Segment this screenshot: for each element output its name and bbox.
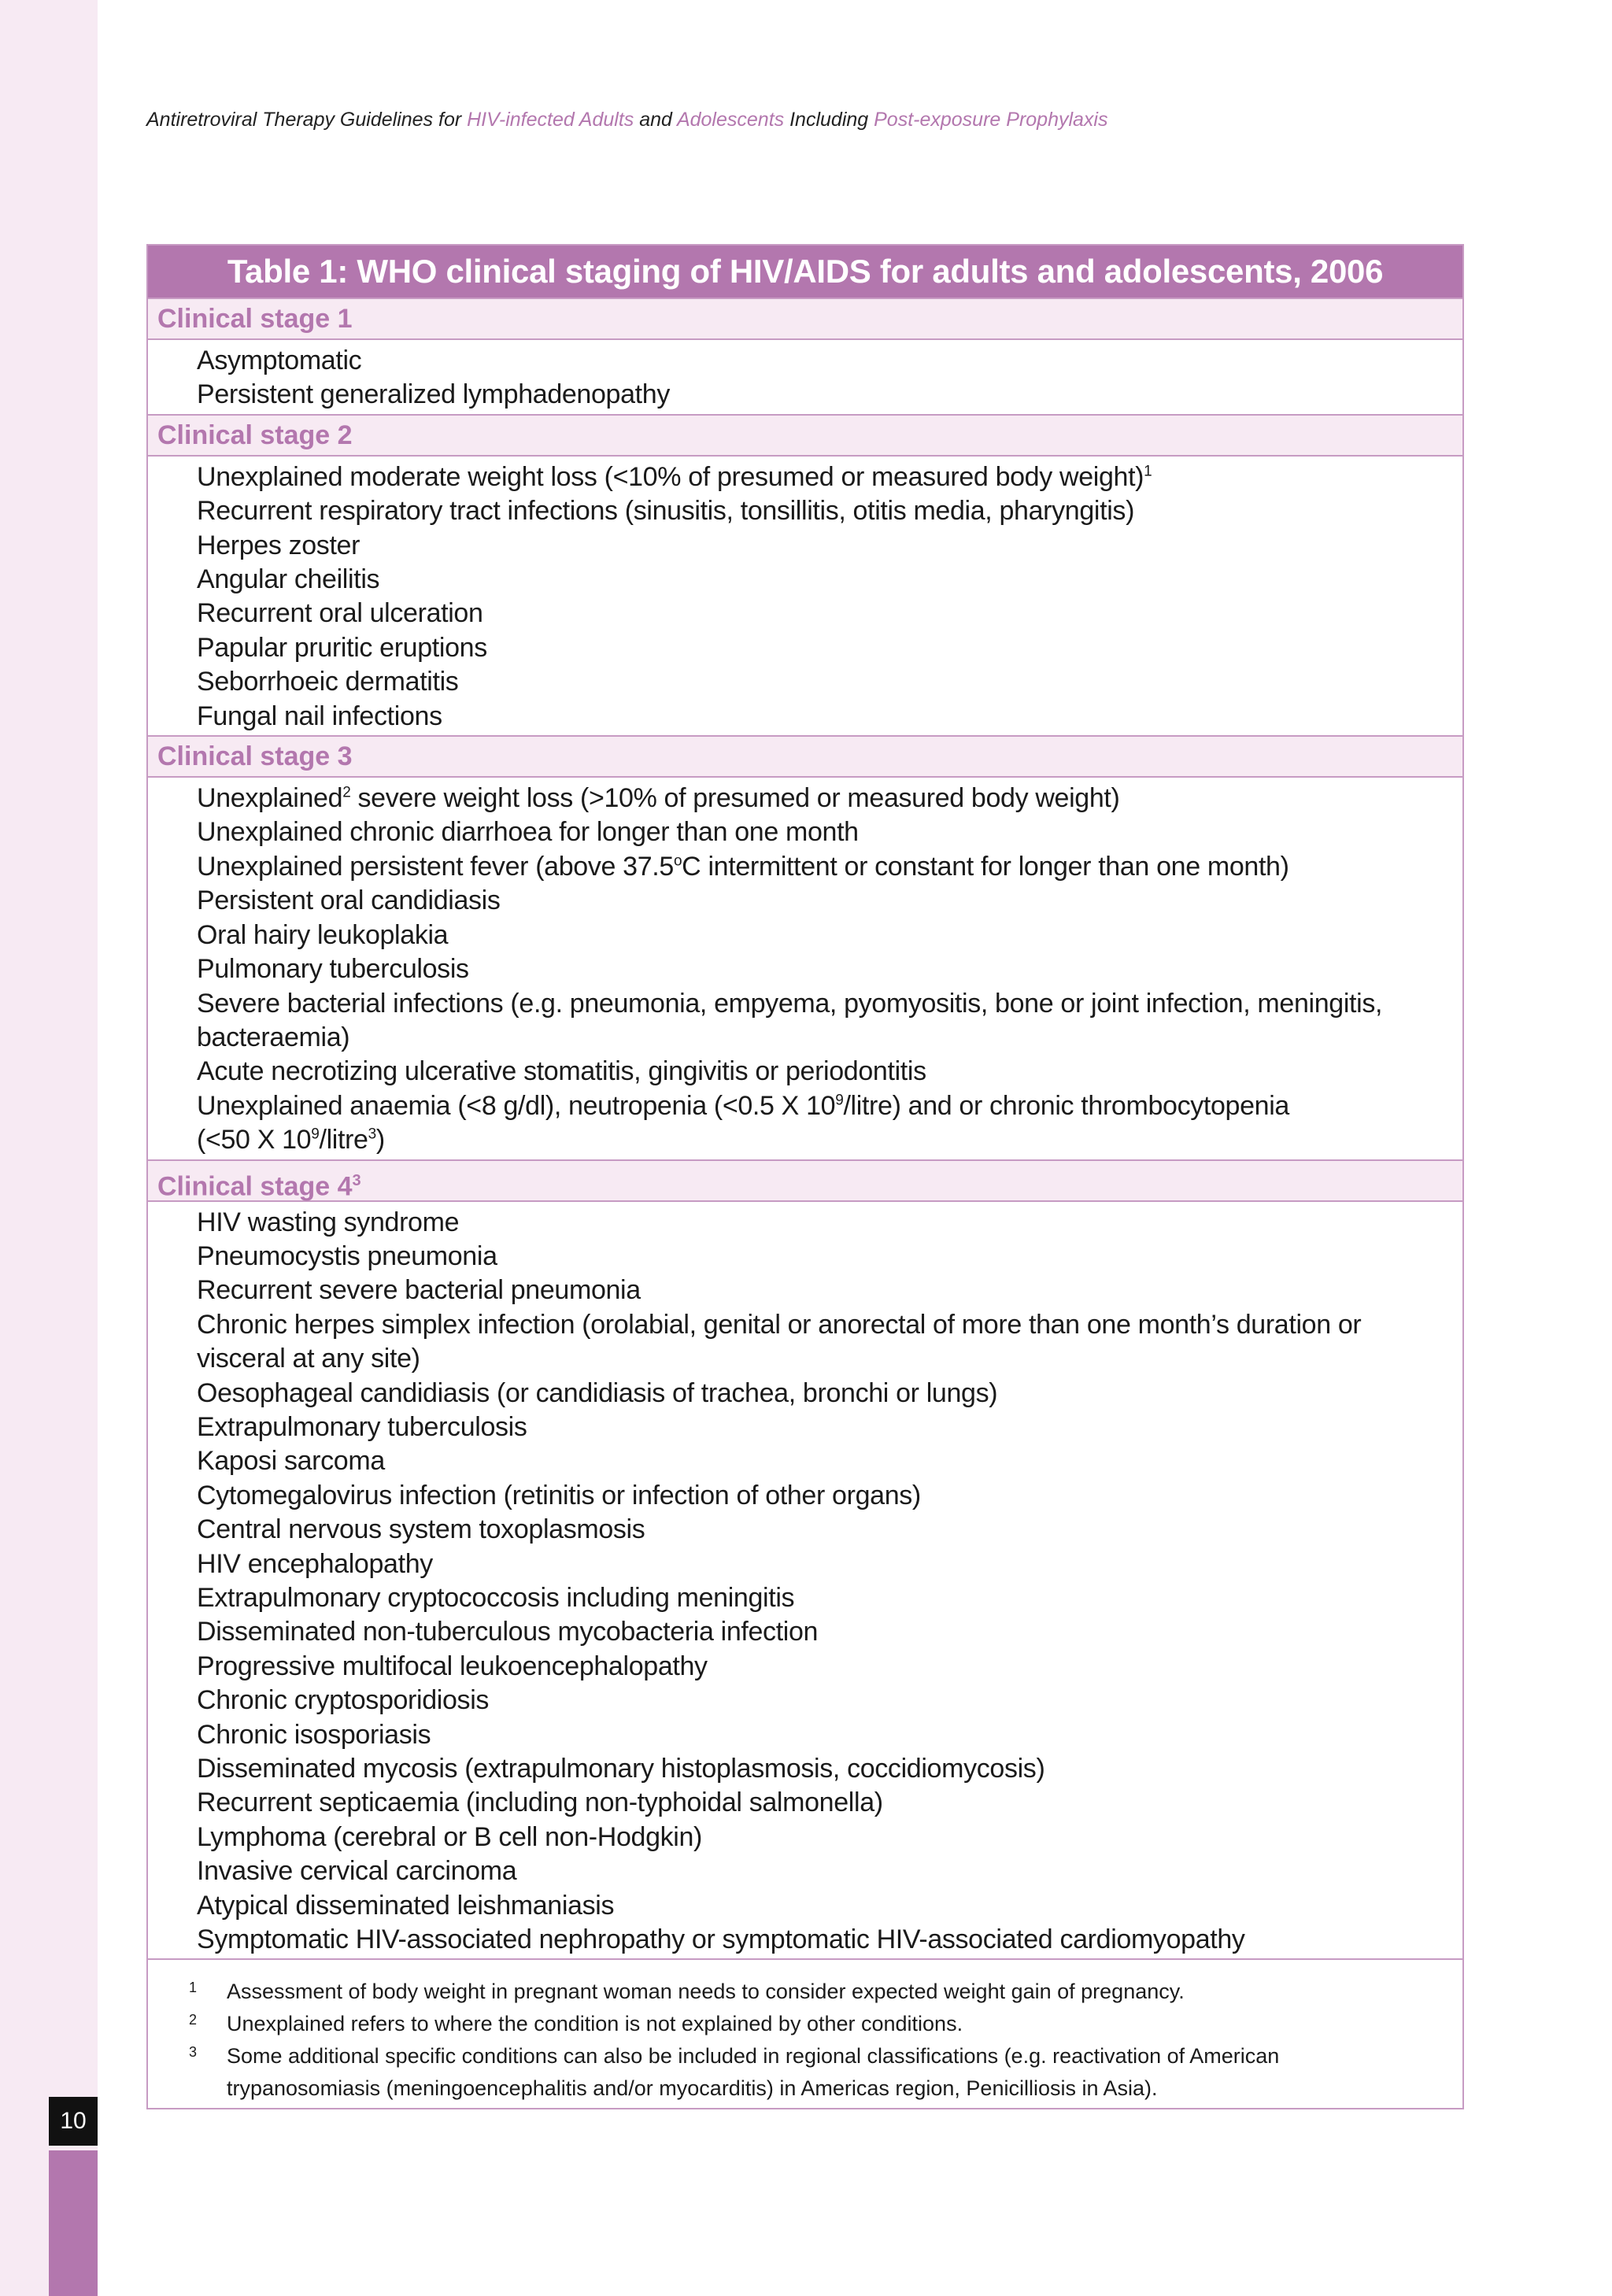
condition-item: Pulmonary tuberculosis xyxy=(197,954,469,985)
footnote-text: Some additional specific conditions can also be included in regional classifications (e.g. reactivation of American trypanosomiasis (meningoencephalitis and/or myocarditis) in Americas region, Penicilliosis in Asia). xyxy=(227,2044,1280,2101)
condition-item: Oral hairy leukoplakia xyxy=(197,919,449,950)
condition-item: Oesophageal candidiasis (or candidiasis of trachea, bronchi or lungs) xyxy=(197,1377,998,1408)
footnote-ref: 1 xyxy=(1144,463,1152,480)
condition-item: Chronic cryptosporidiosis xyxy=(197,1685,490,1716)
staging-table xyxy=(146,244,1464,2109)
footnote xyxy=(148,2008,1462,2040)
stage-2-conditions xyxy=(148,457,1462,735)
condition-item: Symptomatic HIV-associated nephropathy or symptomatic HIV-associated cardiomyopathy xyxy=(197,1924,1245,1955)
stage-1-conditions xyxy=(148,340,1462,414)
condition-text: (<50 X 10 xyxy=(197,1125,312,1155)
header-highlight-pep: Post-exposure Prophylaxis xyxy=(874,109,1108,131)
footnote xyxy=(148,2040,1462,2105)
stage-3-conditions xyxy=(148,778,1462,1159)
condition-item: Severe bacterial infections (e.g. pneumonia, empyema, pyomyositis, bone or joint infection, meningitis, bacteraemia) xyxy=(197,988,1383,1052)
condition-item: Disseminated non-tuberculous mycobacteria infection xyxy=(197,1617,819,1647)
side-strip-accent xyxy=(49,2150,98,2296)
condition-item: HIV encephalopathy xyxy=(197,1548,433,1579)
footnote-ref: 3 xyxy=(368,1126,376,1143)
header-text: Antiretroviral Therapy Guidelines for xyxy=(146,109,468,131)
condition-item xyxy=(197,850,1462,884)
header-highlight-adults: HIV-infected Adults xyxy=(467,109,634,131)
table-title: Table 1: WHO clinical staging of HIV/AIDS for adults and adolescents, 2006 xyxy=(148,246,1462,298)
condition-item: Pneumocystis pneumonia xyxy=(197,1240,497,1271)
footnote-text: Unexplained refers to where the condition is not explained by other conditions. xyxy=(227,2012,963,2036)
condition-text: severe weight loss (>10% of presumed or measured body weight) xyxy=(350,783,1120,814)
condition-item: Central nervous system toxoplasmosis xyxy=(197,1514,645,1545)
condition-text: C intermittent or constant for longer than one month) xyxy=(682,851,1289,882)
condition-item: Herpes zoster xyxy=(197,530,360,560)
condition-item xyxy=(197,1089,1462,1158)
condition-item: Persistent generalized lymphadenopathy xyxy=(197,379,670,410)
stage-4-conditions xyxy=(148,1202,1462,1959)
condition-item: Chronic isosporiasis xyxy=(197,1719,431,1750)
exponent: 9 xyxy=(311,1126,320,1143)
condition-item: Progressive multifocal leukoencephalopathy xyxy=(197,1651,708,1681)
condition-item: Angular cheilitis xyxy=(197,564,380,595)
condition-item: Recurrent respiratory tract infections (sinusitis, tonsillitis, otitis media, pharyngitis) xyxy=(197,496,1135,527)
condition-item: HIV wasting syndrome xyxy=(197,1207,460,1237)
condition-item xyxy=(197,782,1462,815)
footnote-text: Assessment of body weight in pregnant woman needs to consider expected weight gain of pregnancy. xyxy=(227,1980,1185,2004)
header-text: and xyxy=(634,109,677,131)
condition-item: Papular pruritic eruptions xyxy=(197,632,487,663)
stage-4-header xyxy=(148,1159,1462,1202)
header-text: Including xyxy=(784,109,874,131)
condition-text: Unexplained xyxy=(197,783,343,814)
condition-text: /litre) and or chronic thrombocytopenia xyxy=(843,1090,1289,1121)
condition-item: Unexplained chronic diarrhoea for longer than one month xyxy=(197,817,859,848)
footnote-number: 2 xyxy=(188,2012,197,2028)
exponent: 9 xyxy=(835,1092,844,1109)
condition-text: Unexplained anaemia (<8 g/dl), neutropenia (<0.5 X 10 xyxy=(197,1090,836,1121)
footnote-number: 3 xyxy=(188,2044,197,2061)
condition-item: Extrapulmonary tuberculosis xyxy=(197,1411,527,1442)
header-highlight-adolescents: Adolescents xyxy=(676,109,785,131)
condition-item: Seborrhoeic dermatitis xyxy=(197,667,459,697)
condition-item: Recurrent severe bacterial pneumonia xyxy=(197,1275,641,1306)
footnote-ref: 3 xyxy=(352,1171,361,1189)
condition-text: /litre xyxy=(319,1125,368,1155)
condition-item: Fungal nail infections xyxy=(197,701,442,731)
running-header xyxy=(146,109,1484,131)
condition-item: Lymphoma (cerebral or B cell non-Hodgkin) xyxy=(197,1821,703,1852)
condition-item: Chronic herpes simplex infection (orolabial, genital or anorectal of more than one month’s duration or visceral at any site) xyxy=(197,1309,1362,1374)
side-strip xyxy=(0,0,98,2296)
condition-text: Unexplained moderate weight loss (<10% of presumed or measured body weight) xyxy=(197,461,1144,492)
stage-2-header: Clinical stage 2 xyxy=(148,414,1462,457)
condition-item: Acute necrotizing ulcerative stomatitis, gingivitis or periodontitis xyxy=(197,1056,926,1087)
footnote-ref: 2 xyxy=(342,784,351,801)
condition-text: ) xyxy=(375,1125,385,1155)
table-footnotes xyxy=(148,1958,1462,2108)
condition-item: Disseminated mycosis (extrapulmonary histoplasmosis, coccidiomycosis) xyxy=(197,1754,1045,1784)
condition-item: Persistent oral candidiasis xyxy=(197,885,501,916)
stage-3-header: Clinical stage 3 xyxy=(148,735,1462,778)
condition-item xyxy=(197,460,1462,494)
condition-text: Unexplained persistent fever (above 37.5 xyxy=(197,851,674,882)
condition-item: Kaposi sarcoma xyxy=(197,1446,385,1477)
condition-item: Atypical disseminated leishmaniasis xyxy=(197,1890,615,1921)
footnote xyxy=(148,1976,1462,2008)
stage-4-label: Clinical stage 4 xyxy=(157,1170,353,1201)
degree-sign: o xyxy=(673,852,682,870)
condition-item: Extrapulmonary cryptococcosis including meningitis xyxy=(197,1583,795,1613)
page-number: 10 xyxy=(49,2097,98,2146)
condition-item: Invasive cervical carcinoma xyxy=(197,1856,517,1887)
condition-item: Recurrent oral ulceration xyxy=(197,598,483,629)
condition-item: Cytomegalovirus infection (retinitis or infection of other organs) xyxy=(197,1480,921,1510)
stage-1-header: Clinical stage 1 xyxy=(148,298,1462,340)
condition-item: Asymptomatic xyxy=(197,346,362,375)
condition-item: Recurrent septicaemia (including non-typhoidal salmonella) xyxy=(197,1788,883,1818)
footnote-number: 1 xyxy=(188,1980,197,1996)
